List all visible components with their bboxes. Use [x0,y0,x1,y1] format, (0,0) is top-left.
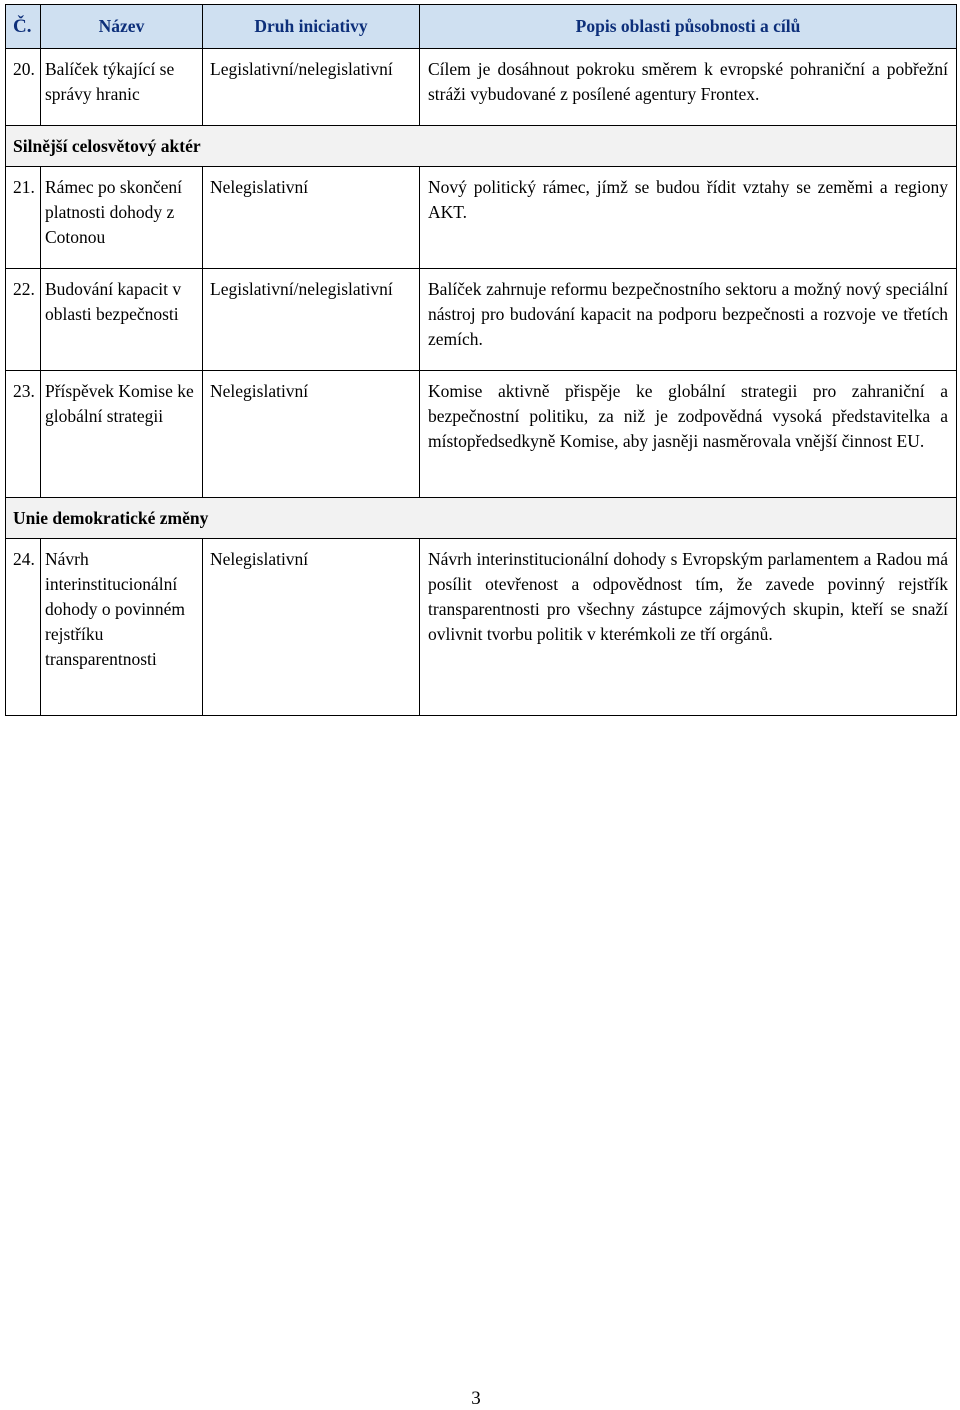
table-row [6,371,957,498]
row-type: Nelegislativní [203,371,420,498]
section-row [6,126,957,167]
row-description: Cílem je dosáhnout pokroku směrem k evropské pohraniční a pobřežní stráži vybudované z posílené agentury Frontex. [420,49,957,126]
row-number: 21. [6,167,41,269]
table-row [6,539,957,716]
table-row [6,269,957,371]
section-row [6,498,957,539]
row-description: Nový politický rámec, jímž se budou řídit vztahy se zeměmi a regiony AKT. [420,167,957,269]
row-name: Rámec po skončení platnosti dohody z Cotonou [41,167,203,269]
table-header [6,5,957,49]
table-row [6,49,957,126]
row-name: Budování kapacit v oblasti bezpečnosti [41,269,203,371]
row-number: 24. [6,539,41,716]
section-title: Silnější celosvětový aktér [6,126,957,167]
row-type: Nelegislativní [203,539,420,716]
row-description: Komise aktivně přispěje ke globální strategii pro zahraniční a bezpečnostní politiku, za niž je zodpovědná vysoká představitelka a místopředsedkyně Komise, aby jasněji nasměrovala vnější činnost EU. [420,371,957,498]
row-type: Nelegislativní [203,167,420,269]
row-name: Balíček týkající se správy hranic [41,49,203,126]
row-description: Návrh interinstitucionální dohody s Evropským parlamentem a Radou má posílit otevřenost a odpovědnost tím, že zavede povinný rejstřík transparentnosti pro všechny zástupce zájmových skupin, kteří se snaží ovlivnit tvorbu politik v kterémkoli ze tří orgánů. [420,539,957,716]
page-number: 3 [471,1388,481,1409]
header-name: Název [41,5,203,49]
initiatives-table [5,4,957,716]
row-type: Legislativní/nelegislativní [203,269,420,371]
row-type: Legislativní/nelegislativní [203,49,420,126]
row-description: Balíček zahrnuje reformu bezpečnostního sektoru a možný nový speciální nástroj pro budování kapacit na podporu bezpečnosti a rozvoje ve třetích zemích. [420,269,957,371]
header-description: Popis oblasti působnosti a cílů [420,5,957,49]
section-title: Unie demokratické změny [6,498,957,539]
header-number: Č. [6,5,41,49]
row-name: Návrh interinstitucionální dohody o povinném rejstříku transparentnosti [41,539,203,716]
header-type: Druh iniciativy [203,5,420,49]
row-number: 23. [6,371,41,498]
row-name: Příspěvek Komise ke globální strategii [41,371,203,498]
table-row [6,167,957,269]
row-number: 22. [6,269,41,371]
row-number: 20. [6,49,41,126]
